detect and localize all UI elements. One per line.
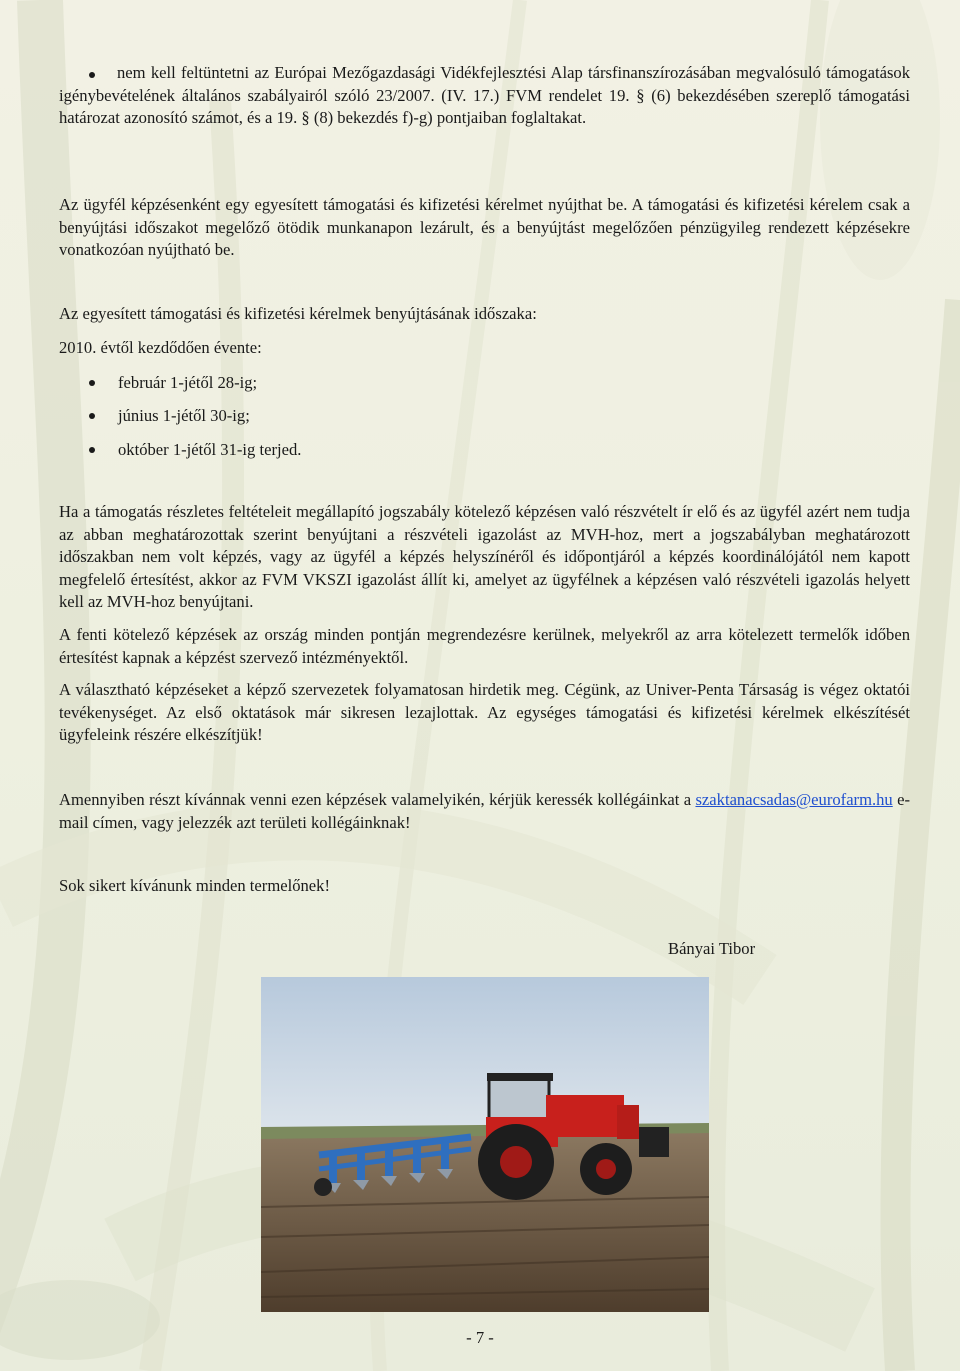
bullet-intro-text: nem kell feltüntetni az Európai Mezőgazdasági Vidékfejlesztési Alap társfinanszírozásában megvalósuló támogatások igénybevételének általános szabályairól szóló 23/2007. (IV. 17.) FVM rendelet 19. § (6) bekezdésében szereplő támogatási határozat azonosító számot, és a 19. § (8) bekezdés f)-g) pontjaiban foglaltakat.: [59, 63, 910, 127]
paragraph-valaszthato: A választható képzéseket a képző szervezetek folyamatosan hirdetik meg. Cégünk, az Univer-Penta Társaság is végez oktatói tevékenységet. Az első oktatások már sikresen lezajlottak. Az egységes támogatási és kifizetési kérelmek elkészítését ügyfeleink részére elkészítjük!: [59, 680, 910, 744]
bullet-dot: [89, 413, 95, 419]
page-number: - 7 -: [466, 1328, 494, 1347]
paragraph-ugyfel: Az ügyfél képzésenként egy egyesített támogatási és kifizetési kérelmet nyújthat be. A támogatási és kifizetési kérelem csak a benyújtási időszakot megelőző ötödik munkanapon lezárult, és a benyújtást megelőzően pénzügyileg rendezett képzésekre vonatkozóan nyújtható be.: [59, 195, 910, 259]
closing-line: Sok sikert kívánunk minden termelőnek!: [59, 876, 330, 895]
contact-text-after: e-mail címen, vagy jelezzék azt területi kollégáinknak!: [59, 790, 910, 832]
paragraph-contact: [59, 789, 910, 834]
tractor-photo: [261, 977, 709, 1312]
paragraph-fenti: A fenti kötelező képzések az ország minden pontján megrendezésre kerülnek, melyekről az arra kötelezett termelők időben értesítést kapnak a képzést szervező intézményektől.: [59, 625, 910, 667]
bullet-dot: [89, 380, 95, 386]
signature: Bányai Tibor: [668, 939, 756, 958]
period-item-text: október 1-jétől 31-ig terjed.: [118, 440, 302, 459]
email-link[interactable]: szaktanacsadas@eurofarm.hu: [695, 790, 893, 809]
bullet-dot: [89, 447, 95, 453]
period-item-text: február 1-jétől 28-ig;: [118, 373, 258, 392]
contact-text-before: Amennyiben részt kívánnak venni ezen képzések valamelyikén, kérjük keressék kollégáinkat a: [59, 790, 696, 809]
period-start: 2010. évtől kezdődően évente:: [59, 338, 262, 357]
paragraph-ha: Ha a támogatás részletes feltételeit megállapító jogszabály kötelező képzésen való részvételt ír elő és az ügyfél azért nem tudja az abban meghatározottak szerint benyújtani a részvételi igazolást az MVH-hoz, mert a jogszabályban meghatározott időszakban nem volt képzés, vagy az ügyfél a képzés helyszínéről és időpontjáról a képzés koordinálójától nem kapott megfelelő értesítést, akkor az FVM VKSZI igazolást állít ki, amelyet az ügyfélnek a képzésen való részvételi igazolás helyett kell az MVH-hoz benyújtani.: [59, 502, 910, 611]
period-heading: Az egyesített támogatási és kifizetési kérelmek benyújtásának időszaka:: [59, 304, 537, 323]
period-item-text: június 1-jétől 30-ig;: [118, 406, 250, 425]
